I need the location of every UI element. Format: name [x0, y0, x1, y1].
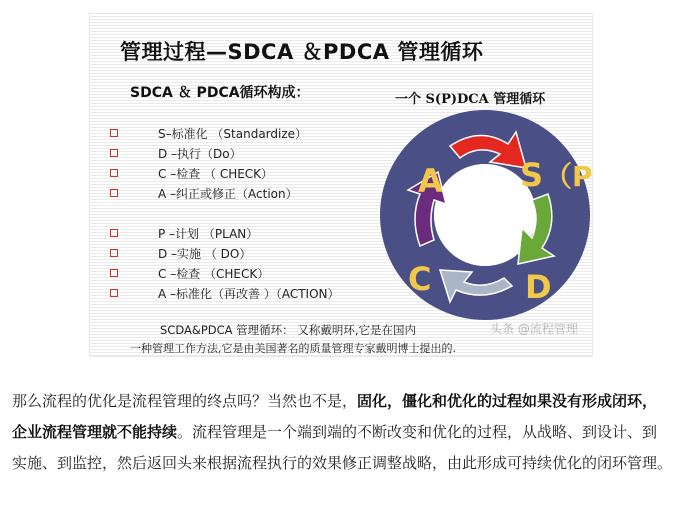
sdca-item — [110, 124, 307, 142]
pdca-item — [110, 244, 251, 262]
sdca-item-text: S–标准化 （Standardize） — [158, 126, 308, 141]
pdca-item-text: D –实施 （ DO） — [158, 246, 252, 261]
checkbox-square-icon — [110, 269, 118, 277]
pdca-item — [110, 224, 258, 242]
cycle-letter-a: A — [418, 162, 443, 200]
checkbox-square-icon — [110, 149, 118, 157]
sdca-pdca-slide-image — [90, 14, 592, 356]
sdca-item — [110, 144, 242, 162]
slide-title: 管理过程—SDCA ＆PDCA 管理循环 — [120, 40, 484, 64]
article-paragraph — [12, 386, 672, 479]
paragraph-text-rest: 。流程管理是一个端到端的不断改变和优化的过程，从战略、到设计、到实施、到监控，然后返回头来根据流程执行的效果修正调整战略，由此形成可持续优化的闭环管理。 — [12, 423, 673, 472]
pdca-item — [110, 264, 269, 282]
cycle-diagram — [380, 106, 593, 324]
watermark: 头条 @流程管理 — [490, 322, 578, 336]
cycle-letter-p: （P — [544, 160, 593, 193]
sdca-item — [110, 184, 298, 202]
cycle-letter-d: D — [525, 268, 552, 306]
checkbox-square-icon — [110, 189, 118, 197]
cycle-label: 一个 S(P)DCA 管理循环 — [395, 92, 546, 107]
pdca-item-text: A –标准化（再改善 ）（ACTION） — [158, 286, 340, 301]
slide-subtitle: SDCA ＆ PDCA循环构成： — [130, 85, 310, 101]
checkbox-square-icon — [110, 129, 118, 137]
sdca-item-text: D –执行（Do） — [158, 146, 242, 161]
cycle-letter-c: C — [408, 260, 432, 298]
checkbox-square-icon — [110, 249, 118, 257]
checkbox-square-icon — [110, 229, 118, 237]
cycle-letter-s: S — [520, 156, 544, 194]
pdca-item-text: P –计划 （PLAN） — [158, 226, 259, 241]
paragraph-text: 那么流程的优化是流程管理的终点吗？当然也不是， — [12, 392, 358, 410]
checkbox-square-icon — [110, 289, 118, 297]
footer-line-1: SCDA&PDCA 管理循环： 又称戴明环,它是在国内 — [160, 323, 416, 337]
footer-line-2: 一种管理工作方法,它是由美国著名的质量管理专家戴明博士提出的. — [130, 342, 456, 355]
sdca-item-text: C –检查 （ CHECK） — [158, 166, 274, 181]
pdca-item — [110, 284, 340, 302]
sdca-item-text: A –纠正或修正（Action） — [158, 186, 298, 201]
checkbox-square-icon — [110, 169, 118, 177]
sdca-item — [110, 164, 273, 182]
pdca-item-text: C –检查 （CHECK） — [158, 266, 270, 281]
paragraph-bold-text: 固化，僵化和优化的过程如果没有形成闭环，企业流程管理就不能持续 — [12, 392, 658, 441]
